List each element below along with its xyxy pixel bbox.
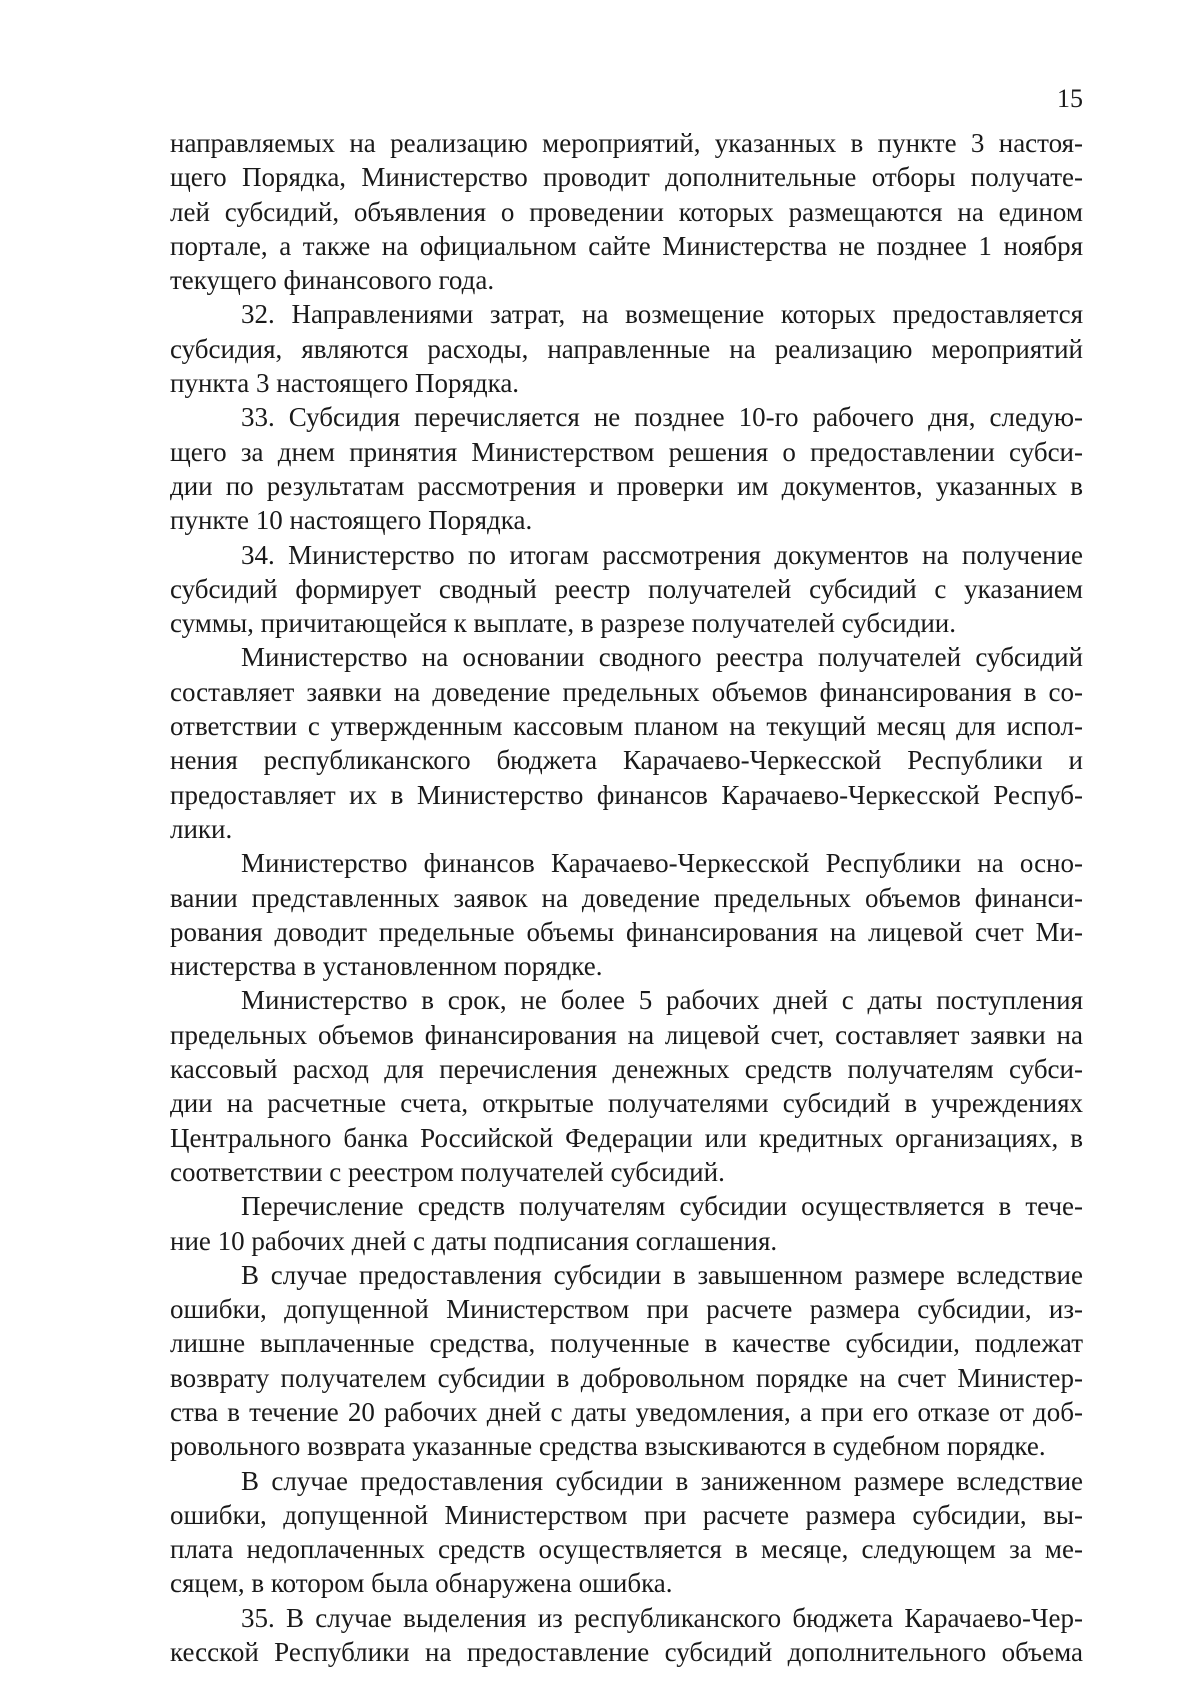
text-line: лишне выплаченные средства, полученные в качестве субсидии, подлежат <box>170 1328 1083 1359</box>
text-line: ства в течение 20 рабочих дней с даты уведомления, а при его отказе от доб- <box>170 1396 1083 1427</box>
text-line: суммы, причитающейся к выплате, в разрезе получателей субсидии. <box>170 608 956 639</box>
text-line: щего за днем принятия Министерством решения о предоставлении субси- <box>170 436 1083 467</box>
text-line: 35. В случае выделения из республиканского бюджета Карачаево-Чер- <box>241 1602 1083 1633</box>
text-line: составляет заявки на доведение предельных объемов финансирования в со- <box>170 676 1083 707</box>
text-line: ровольного возврата указанные средства взыскиваются в судебном порядке. <box>170 1431 1046 1462</box>
text-line: пункта 3 настоящего Порядка. <box>170 368 520 399</box>
text-line: субсидия, являются расходы, направленные на реализацию мероприятий <box>170 333 1083 364</box>
text-line: 33. Субсидия перечисляется не позднее 10-го рабочего дня, следую- <box>241 402 1083 433</box>
text-line: соответствии с реестром получателей субсидий. <box>170 1156 725 1187</box>
text-line: дии на расчетные счета, открытые получателями субсидий в учреждениях <box>170 1088 1083 1119</box>
text-line: 34. Министерство по итогам рассмотрения документов на получение <box>241 539 1083 570</box>
document-body <box>170 126 1083 1669</box>
text-line: ошибки, допущенной Министерством при расчете размера субсидии, из- <box>170 1294 1083 1325</box>
text-line: направляемых на реализацию мероприятий, указанных в пункте 3 настоя- <box>170 128 1083 158</box>
text-line: ошибки, допущенной Министерством при расчете размера субсидии, вы- <box>170 1499 1083 1530</box>
page-number: 15 <box>1057 84 1083 113</box>
text-line: субсидий формирует сводный реестр получателей субсидий с указанием <box>170 573 1083 604</box>
text-line: плата недоплаченных средств осуществляется в месяце, следующем за ме- <box>170 1534 1083 1565</box>
text-line: В случае предоставления субсидии в завышенном размере вследствие <box>241 1259 1083 1290</box>
text-line: дии по результатам рассмотрения и проверки им документов, указанных в <box>170 470 1083 501</box>
text-line: ответствии с утвержденным кассовым планом на текущий месяц для испол- <box>170 711 1083 742</box>
text-line: рования доводит предельные объемы финансирования на лицевой счет Ми- <box>170 916 1083 947</box>
text-line: лики. <box>170 813 233 844</box>
text-line: 32. Направлениями затрат, на возмещение которых предоставляется <box>241 299 1083 330</box>
text-line: пункте 10 настоящего Порядка. <box>170 505 533 536</box>
text-line: возврату получателем субсидии в добровольном порядке на счет Министер- <box>170 1362 1083 1393</box>
text-line: предельных объемов финансирования на лицевой счет, составляет заявки на <box>170 1019 1083 1050</box>
text-line: Перечисление средств получателям субсидии осуществляется в тече- <box>241 1191 1083 1222</box>
text-line: кесской Республики на предоставление субсидий дополнительного объема <box>170 1637 1083 1668</box>
text-line: предоставляет их в Министерство финансов Карачаево-Черкесской Респуб- <box>170 779 1083 810</box>
text-line: В случае предоставления субсидии в заниженном размере вследствие <box>241 1465 1083 1496</box>
text-line: кассовый расход для перечисления денежных средств получателям субси- <box>170 1054 1083 1085</box>
text-line: нения республиканского бюджета Карачаево-Черкесской Республики и <box>170 745 1083 776</box>
text-line: сяцем, в котором была обнаружена ошибка. <box>170 1568 673 1599</box>
text-line: Центрального банка Российской Федерации или кредитных организациях, в <box>170 1122 1083 1153</box>
text-line: щего Порядка, Министерство проводит дополнительные отборы получате- <box>170 162 1083 193</box>
text-line: вании представленных заявок на доведение предельных объемов финанси- <box>170 882 1083 913</box>
text-line: текущего финансового года. <box>170 265 495 296</box>
text-line: нистерства в установленном порядке. <box>170 951 603 982</box>
text-line: Министерство на основании сводного реестра получателей субсидий <box>241 642 1083 673</box>
text-line: Министерство финансов Карачаево-Черкесской Республики на осно- <box>241 848 1083 879</box>
text-line: портале, а также на официальном сайте Министерства не позднее 1 ноября <box>170 230 1083 261</box>
text-line: Министерство в срок, не более 5 рабочих дней с даты поступления <box>241 985 1083 1016</box>
text-line: лей субсидий, объявления о проведении которых размещаются на едином <box>170 196 1083 227</box>
text-line: ние 10 рабочих дней с даты подписания соглашения. <box>170 1225 778 1256</box>
